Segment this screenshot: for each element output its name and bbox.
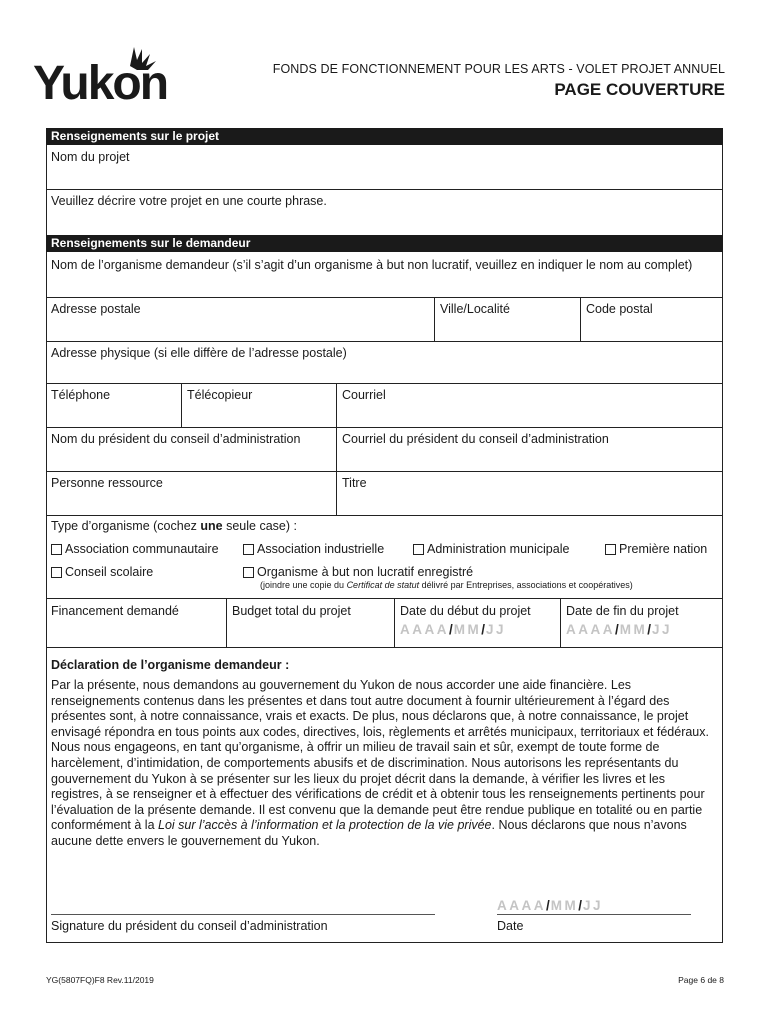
signature-label: Signature du président du conseil d’administration [51, 919, 328, 933]
checkbox-community-association[interactable]: Association communautaire [51, 542, 219, 556]
divider [394, 598, 395, 647]
project-name-field[interactable]: Nom du projet [51, 150, 130, 164]
divider [181, 383, 182, 427]
start-date-label: Date du début du projet [400, 604, 531, 618]
checkbox-box[interactable] [605, 544, 616, 555]
yukon-logo-graphic [33, 44, 173, 104]
divider [46, 383, 723, 384]
mailing-address-field[interactable]: Adresse postale [51, 302, 141, 316]
contact-person-field[interactable]: Personne ressource [51, 476, 163, 490]
org-name-field[interactable]: Nom de l’organisme demandeur (s’il s’agit d’un organisme à but non lucratif, veuillez en indiquer le nom au complet) [51, 258, 693, 272]
divider [46, 189, 723, 190]
section-header-applicant: Renseignements sur le demandeur [46, 235, 723, 252]
checkbox-school-council[interactable]: Conseil scolaire [51, 565, 153, 579]
declaration-body: Par la présente, nous demandons au gouvernement du Yukon de nous accorder une aide financière. Les renseignements contenus dans les présentes et dans tout autre document à fournir ultérieurement à l’égard des présentes sont, à notre connaissance, vrais et exacts. De plus, nous déclarons que, à notre connaissance, le projet envisagé répondra en tous points aux codes, directives, lois, règlements et arrêtés municipaux, territoriaux et fédéraux. Nous nous engageons, en tant qu’organisme, à offrir un milieu de travail sain et sûr, exempt de toute forme de harcèlement, d’intimidation, de comportements abusifs et de discrimination. Nous autorisons les représentants du gouvernement du Yukon à se présenter sur les lieux du projet décrit dans la demande, à vérifier les livres et les registres, à se renseigner et à effectuer des vérifications de crédit et à obtenir tous les renseignements pertinents pour l’évaluation de la présente demande. Il est convenu que la demande peut être rendue publique en totalité ou en partie conformément à la Loi sur l’accès à l’information et la protection de la vie privée. Nous déclarons que nous n’avons aucune dette envers le gouvernement du Yukon. [51, 678, 709, 848]
start-date-field[interactable]: AAAA/MM/JJ [400, 622, 507, 637]
city-field[interactable]: Ville/Localité [440, 302, 510, 316]
checkbox-municipal-government[interactable]: Administration municipale [413, 542, 569, 556]
project-description-field[interactable]: Veuillez décrire votre projet en une courte phrase. [51, 194, 327, 208]
divider [434, 297, 435, 341]
nonprofit-note: (joindre une copie du Certificat de statut délivré par Entreprises, associations et coopératives) [260, 580, 633, 590]
end-date-field[interactable]: AAAA/MM/JJ [566, 622, 673, 637]
divider [46, 471, 723, 472]
form-code: YG(5807FQ)F8 Rev.11/2019 [46, 975, 154, 985]
divider [226, 598, 227, 647]
signature-date-field[interactable]: AAAA/MM/JJ [497, 898, 604, 913]
postal-code-field[interactable]: Code postal [586, 302, 653, 316]
divider [336, 383, 337, 515]
end-date-label: Date de fin du projet [566, 604, 679, 618]
board-president-field[interactable]: Nom du président du conseil d’administration [51, 432, 301, 446]
divider [46, 598, 723, 599]
divider [560, 598, 561, 647]
checkbox-box[interactable] [51, 567, 62, 578]
page-number: Page 6 de 8 [678, 975, 724, 985]
date-label: Date [497, 919, 524, 933]
form-name: FONDS DE FONCTIONNEMENT POUR LES ARTS - VOLET PROJET ANNUEL [272, 62, 725, 76]
fax-field[interactable]: Télécopieur [187, 388, 253, 402]
checkbox-box[interactable] [243, 567, 254, 578]
checkbox-first-nation[interactable]: Première nation [605, 542, 707, 556]
section-header-project: Renseignements sur le projet [46, 128, 723, 145]
signature-line[interactable] [51, 914, 435, 915]
page-title: PAGE COUVERTURE [554, 80, 725, 99]
physical-address-field[interactable]: Adresse physique (si elle diffère de l’adresse postale) [51, 346, 347, 360]
divider [46, 515, 723, 516]
divider [46, 427, 723, 428]
logo-wordmark: Yukon [33, 57, 168, 104]
declaration-title: Déclaration de l’organisme demandeur : [51, 658, 290, 672]
checkbox-registered-nonprofit[interactable]: Organisme à but non lucratif enregistré [243, 565, 473, 579]
email-field[interactable]: Courriel [342, 388, 386, 402]
divider [46, 647, 723, 648]
divider [46, 297, 723, 298]
total-budget-field[interactable]: Budget total du projet [232, 604, 351, 618]
checkbox-box[interactable] [413, 544, 424, 555]
date-line[interactable] [497, 914, 691, 915]
checkbox-box[interactable] [243, 544, 254, 555]
checkbox-box[interactable] [51, 544, 62, 555]
yukon-logo [33, 44, 173, 104]
board-president-email-field[interactable]: Courriel du président du conseil d’administration [342, 432, 609, 446]
divider [46, 341, 723, 342]
divider [580, 297, 581, 341]
checkbox-industry-association[interactable]: Association industrielle [243, 542, 384, 556]
contact-title-field[interactable]: Titre [342, 476, 367, 490]
phone-field[interactable]: Téléphone [51, 388, 111, 402]
org-type-label: Type d’organisme (cochez une seule case) : [51, 519, 297, 533]
funding-requested-field[interactable]: Financement demandé [51, 604, 179, 618]
